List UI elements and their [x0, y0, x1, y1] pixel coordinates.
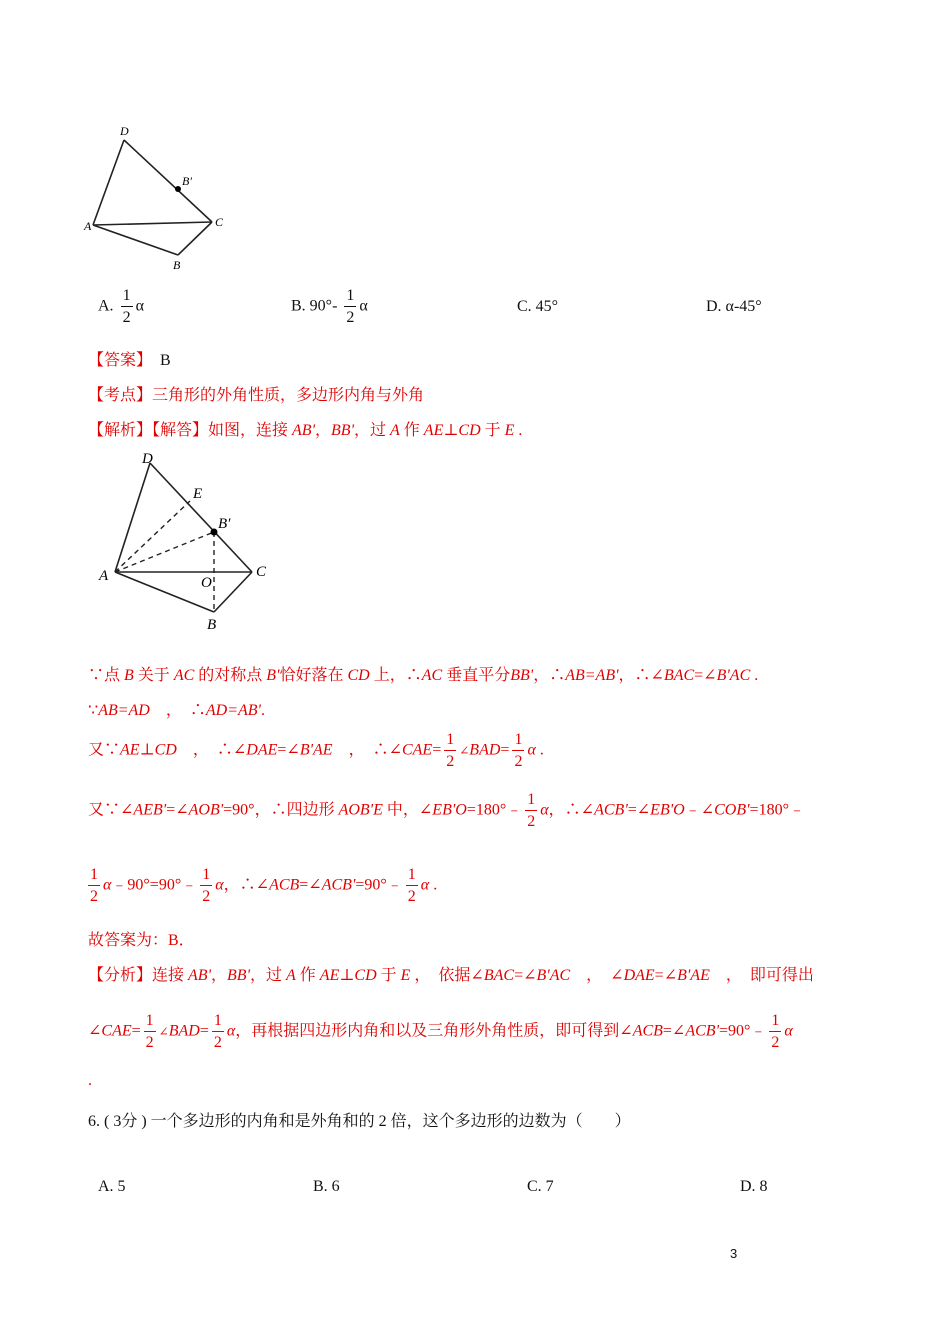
label-a: A	[99, 568, 109, 584]
q6-option-d[interactable]: D. 8	[740, 1178, 768, 1195]
fraction: $\frac{1}{2}$	[527, 791, 536, 830]
option-a[interactable]: A. $\frac{1}{2}$ α	[98, 287, 144, 326]
page-number: 3	[730, 1246, 738, 1261]
fraction: $\frac{1}{2}$	[514, 731, 523, 770]
figure-solution	[90, 446, 290, 636]
fraction: $\frac{1}{2}$	[145, 1012, 154, 1051]
label-b-prime: B′	[218, 516, 231, 532]
solution-step-4: 又∵∠AEB'=∠AOB'=90°，∴四边形 AOB'E 中，∠EB'O=180°﹣ $\frac{1}{2}$ α，∴∠ACB'=∠EB'O﹣∠COB'=180°﹣	[88, 791, 805, 830]
q6-option-c[interactable]: C. 7	[527, 1178, 554, 1195]
fenxi-line-2: ∠CAE= $\frac{1}{2}$ ∠BAD= $\frac{1}{2}$ α，再根据四边形内角和以及三角形外角性质，即可得到∠ACB=∠ACB'=90°﹣ $\frac{1}{2}$ α	[88, 1012, 793, 1051]
option-c[interactable]: C. 45°	[517, 298, 559, 315]
q6-option-a[interactable]: A. 5	[98, 1178, 126, 1195]
label-o: O	[201, 575, 212, 591]
label-c: C	[256, 564, 267, 580]
label-d: D	[142, 451, 153, 467]
label-d: D	[120, 124, 129, 138]
label-a: A	[84, 219, 92, 233]
label-b-prime: B′	[182, 174, 192, 188]
fraction: $\frac{1}{2}$	[346, 287, 355, 326]
option-b[interactable]: B. 90°- $\frac{1}{2}$ α	[291, 287, 368, 326]
fraction: $\frac{1}{2}$	[202, 866, 211, 905]
label-b: B	[207, 617, 217, 633]
fenxi-period: .	[88, 1072, 92, 1089]
fraction: $\frac{1}{2}$	[446, 731, 455, 770]
jiexi-line: 【解析】【解答】如图，连接 AB'，BB'，过 A 作 AE⊥CD 于 E .	[88, 422, 523, 439]
solution-step-1: ∵点 B 关于 AC 的对称点 B'恰好落在 CD 上，∴AC 垂直平分BB'，∴AB=AB'，∴∠BAC=∠B'AC .	[88, 667, 759, 684]
solution-step-3: 又∵AE⊥CD ， ∴∠DAE=∠B'AE ， ∴∠CAE= $\frac{1}{2}$ ∠BAD= $\frac{1}{2}$ α .	[88, 731, 544, 770]
fraction: $\frac{1}{2}$	[90, 866, 98, 905]
conclusion: 故答案为：B．	[88, 932, 195, 949]
fraction: $\frac{1}{2}$	[407, 866, 416, 905]
answer-line: 【答案】 B	[88, 352, 171, 369]
solution-step-2: ∵AB=AD ， ∴AD=AB'.	[88, 702, 265, 719]
fraction: $\frac{1}{2}$	[122, 287, 131, 326]
fraction: $\frac{1}{2}$	[213, 1012, 222, 1051]
label-e: E	[193, 486, 203, 502]
question-6: 6. ( 3分 ) 一个多边形的内角和是外角和的 2 倍，这个多边形的边数为（ ）	[88, 1113, 631, 1130]
figure-quadrilateral	[80, 118, 250, 278]
fraction: $\frac{1}{2}$	[771, 1012, 780, 1051]
q6-option-b[interactable]: B. 6	[313, 1178, 340, 1195]
kaodian-line: 【考点】三角形的外角性质，多边形内角与外角	[88, 387, 425, 404]
option-d[interactable]: D. α-45°	[706, 298, 762, 315]
label-c: C	[215, 215, 224, 229]
label-b: B	[173, 258, 181, 272]
fenxi-line: 【分析】连接 AB'，BB'，过 A 作 AE⊥CD 于 E ， 依据∠BAC=∠B'AC ， ∠DAE=∠B'AE ， 即可得出	[88, 967, 814, 984]
solution-step-5: $\frac{1}{2}$ α﹣90°=90°﹣ $\frac{1}{2}$ α，∴∠ACB=∠ACB'=90°﹣ $\frac{1}{2}$ α .	[90, 866, 438, 905]
